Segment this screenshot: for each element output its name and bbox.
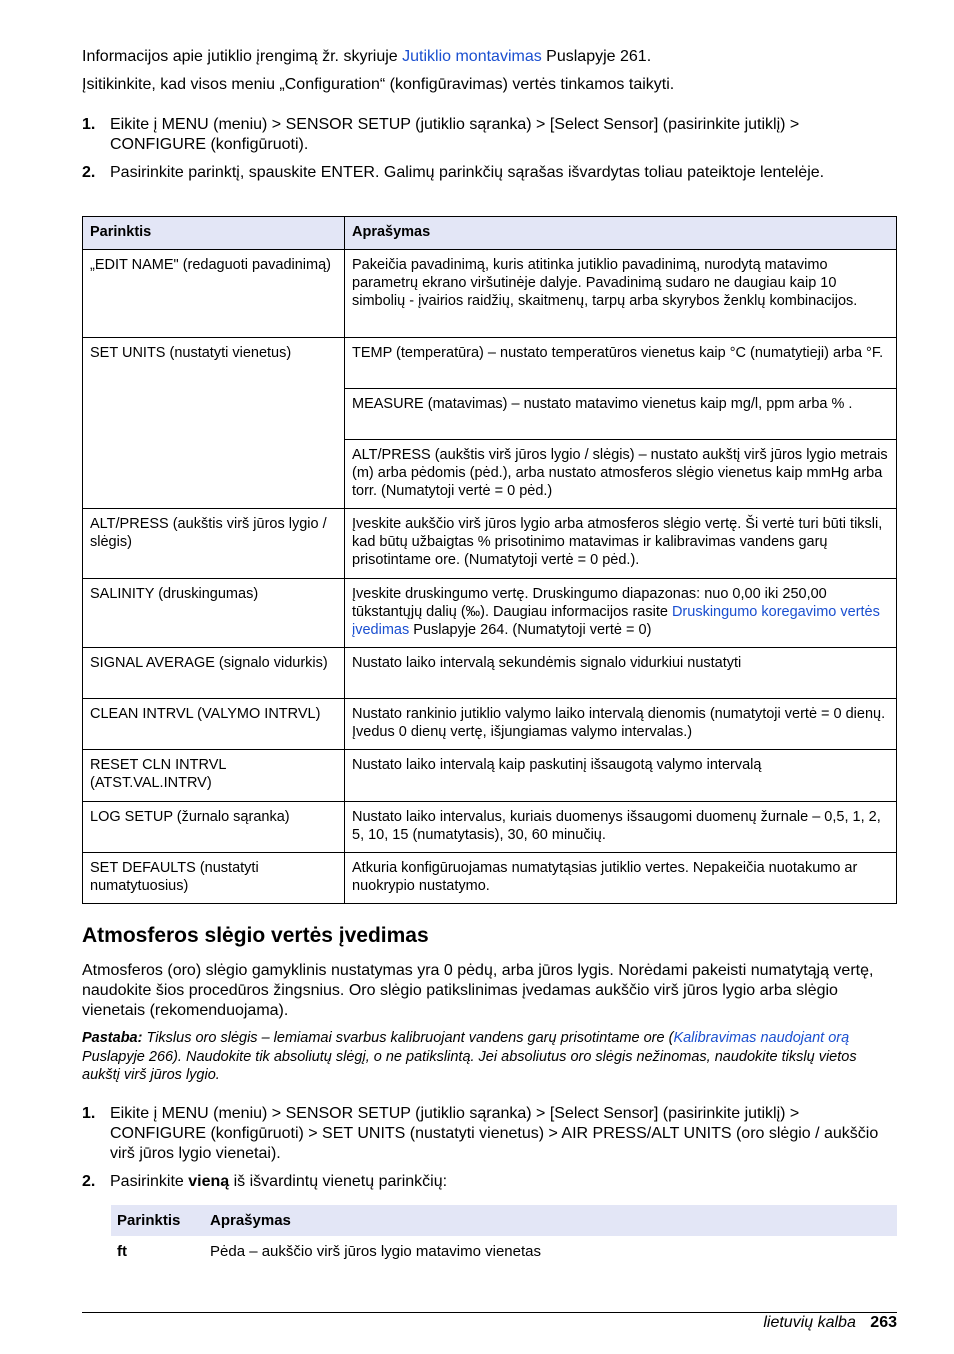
intro-text: Informacijos apie jutiklio įrengimą žr. skyriuje	[82, 48, 403, 65]
step-text: Eikite į MENU (meniu) > SENSOR SETUP (jutiklio sąranka) > [Select Sensor] (pasirinkite jutiklį) > CONFIGURE (konfigūruoti).	[110, 116, 800, 153]
description-cell: Pėda – aukščio virš jūros lygio matavimo vienetas	[210, 1243, 541, 1260]
table-row	[83, 509, 897, 579]
intro-line-1	[82, 47, 897, 67]
intro-line-2: Įsitikinkite, kad visos meniu „Configuration“ (konfigūravimas) vertės tinkamos taikyti.	[82, 76, 675, 93]
description-text: Įveskite druskingumo vertę. Druskingumo diapazonas: nuo 0,00 iki 250,00 tūkstantųjų dalių (‰). Daugiau informacijos rasite	[352, 586, 827, 620]
step-item	[82, 1104, 897, 1166]
note-text: Tikslus oro slėgis – lemiamai svarbus kalibruojant vandens garų prisotintame ore (	[142, 1030, 674, 1046]
option-cell: ALT/PRESS (aukštis virš jūros lygio / slėgis)	[83, 509, 345, 579]
step-text-bold: vieną	[188, 1173, 230, 1190]
option-cell: SIGNAL AVERAGE (signalo vidurkis)	[83, 648, 345, 699]
description-cell: Nustato laiko intervalus, kuriais duomenys išsaugomi duomenų žurnale – 0,5, 1, 2, 5, 10, 15 (numatytasis), 30, 60 minučių.	[345, 802, 897, 853]
footer-language: lietuvių kalba	[763, 1314, 856, 1331]
description-text-after: Puslapyje 264. (Numatytoji vertė = 0)	[409, 622, 652, 638]
table-row	[111, 1236, 897, 1267]
table-row	[83, 648, 897, 699]
step-number: 1.	[82, 1105, 96, 1122]
step-text-start: Pasirinkite	[110, 1173, 189, 1190]
step-number: 2.	[82, 164, 96, 181]
description-cell: TEMP (temperatūra) – nustato temperatūros vienetus kaip °C (numatytieji) arba °F.	[345, 338, 897, 389]
step-text: Eikite į MENU (meniu) > SENSOR SETUP (jutiklio sąranka) > [Select Sensor] (pasirinkite jutiklį) > CONFIGURE (konfigūruoti) > SET UNITS (nustatyti vienetus) > AIR PRESS/ALT UNITS (oro slėgio / aukščio virš jūros lygio vienetai).	[110, 1105, 879, 1162]
option-cell: „EDIT NAME" (redaguoti pavadinimą)	[83, 250, 345, 338]
table-row	[83, 579, 897, 648]
option-cell: LOG SETUP (žurnalo sąranka)	[83, 802, 345, 853]
step-item	[82, 1172, 897, 1194]
step-text-end: iš išvardintų vienetų parinkčių:	[229, 1173, 448, 1190]
footer	[763, 1313, 897, 1333]
link-druskingumo-koregavimas[interactable]: Druskingumo koregavimo vertės įvedimas	[352, 604, 880, 638]
step-list	[82, 1104, 897, 1196]
table-row	[83, 853, 897, 904]
step-number: 2.	[82, 1173, 96, 1190]
column-header: Parinktis	[111, 1205, 204, 1236]
description-cell: MEASURE (matavimas) – nustato matavimo vienetus kaip mg/l, ppm arba % .	[345, 389, 897, 440]
option-cell: ft	[117, 1243, 127, 1260]
description-cell: Įveskite aukščio virš jūros lygio arba atmosferos slėgio vertę. Ši vertė turi būti tiksli, kad būtų užbaigtas % prisotinimo matavimas ir kalibravimas vandens garų prisotintame ore. (Numatytoji vertė = 0 pėd.).	[345, 509, 897, 579]
note-label: Pastaba:	[82, 1030, 143, 1046]
description-cell: Nustato rankinio jutiklio valymo laiko intervalą dienomis (numatytoji vertė = 0 dienų. Įvedus 0 dienų vertę, išjungiamas valymo intervalas.)	[345, 699, 897, 750]
page-number: 263	[870, 1314, 897, 1331]
section-paragraph: Atmosferos (oro) slėgio gamyklinis nustatymas yra 0 pėdų, arba jūros lygis. Norėdami pakeisti numatytąją vertę, naudokite šios procedūros žingsnius. Oro slėgio patikslinimas įvedamas aukščio virš jūros lygio arba slėgio vienetais (rekomenduojama).	[82, 962, 874, 1019]
link-kalibravimas-naudojant-ora[interactable]: Kalibravimas naudojant orą	[673, 1030, 850, 1046]
note	[82, 1029, 897, 1085]
section-heading: Atmosferos slėgio vertės įvedimas	[82, 924, 429, 947]
table-row	[83, 699, 897, 750]
description-cell: Atkuria konfigūruojamas numatytąsias jutiklio vertes. Nepakeičia nuotakumo ar nuokrypio nustatymo.	[345, 853, 897, 904]
step-item	[82, 115, 897, 157]
option-cell: RESET CLN INTRVL (ATST.VAL.INTRV)	[83, 750, 345, 802]
option-cell: CLEAN INTRVL (VALYMO INTRVL)	[83, 699, 345, 750]
column-header: Aprašymas	[204, 1205, 897, 1236]
intro-text-after: Puslapyje 261.	[541, 48, 652, 65]
step-text	[110, 1172, 447, 1192]
step-list	[82, 115, 897, 207]
table-row	[83, 250, 897, 338]
description-cell	[345, 579, 897, 648]
option-cell: SET DEFAULTS (nustatyti numatytuosius)	[83, 853, 345, 904]
table-row	[83, 338, 897, 389]
column-header: Aprašymas	[345, 217, 897, 250]
table-header-row	[83, 217, 897, 250]
table-row	[83, 750, 897, 802]
column-header: Parinktis	[83, 217, 345, 250]
option-cell: SALINITY (druskingumas)	[83, 579, 345, 648]
options-table	[82, 216, 897, 904]
option-cell: SET UNITS (nustatyti vienetus)	[83, 338, 345, 509]
step-text: Pasirinkite parinktį, spauskite ENTER. Galimų parinkčių sąrašas išvardytas toliau pateiktoje lentelėje.	[110, 164, 825, 181]
step-item	[82, 163, 897, 205]
description-cell: Nustato laiko intervalą kaip paskutinį išsaugotą valymo intervalą	[345, 750, 897, 802]
table-row	[83, 802, 897, 853]
units-table	[111, 1205, 897, 1267]
description-cell: Nustato laiko intervalą sekundėmis signalo vidurkiui nustatyti	[345, 648, 897, 699]
description-cell: Pakeičia pavadinimą, kuris atitinka jutiklio pavadinimą, nurodytą matavimo parametrų ekrano viršutinėje dalyje. Pavadinimą sudaro ne daugiau kaip 10 simbolių - įvairios raidžių, skaitmenų, tarpų arba skyrybos ženklų kombinacijos.	[345, 250, 897, 338]
step-number: 1.	[82, 116, 96, 133]
description-cell: ALT/PRESS (aukštis virš jūros lygio / slėgis) – nustato aukštį virš jūros lygio metrais (m) arba pėdomis (pėd.), arba nustato atmosferos slėgio vienetus kaip mmHg arba torr. (Numatytoji vertė = 0 pėd.)	[345, 440, 897, 509]
note-text-after: Puslapyje 266). Naudokite tik absoliutų slėgį, o ne patikslintą. Jei absoliutus oro slėgis nežinomas, naudokite tikslų vietos aukštį virš jūros lygio.	[82, 1048, 857, 1083]
link-jutiklio-montavimas[interactable]: Jutiklio montavimas	[402, 48, 542, 65]
table-header-row	[111, 1205, 897, 1236]
